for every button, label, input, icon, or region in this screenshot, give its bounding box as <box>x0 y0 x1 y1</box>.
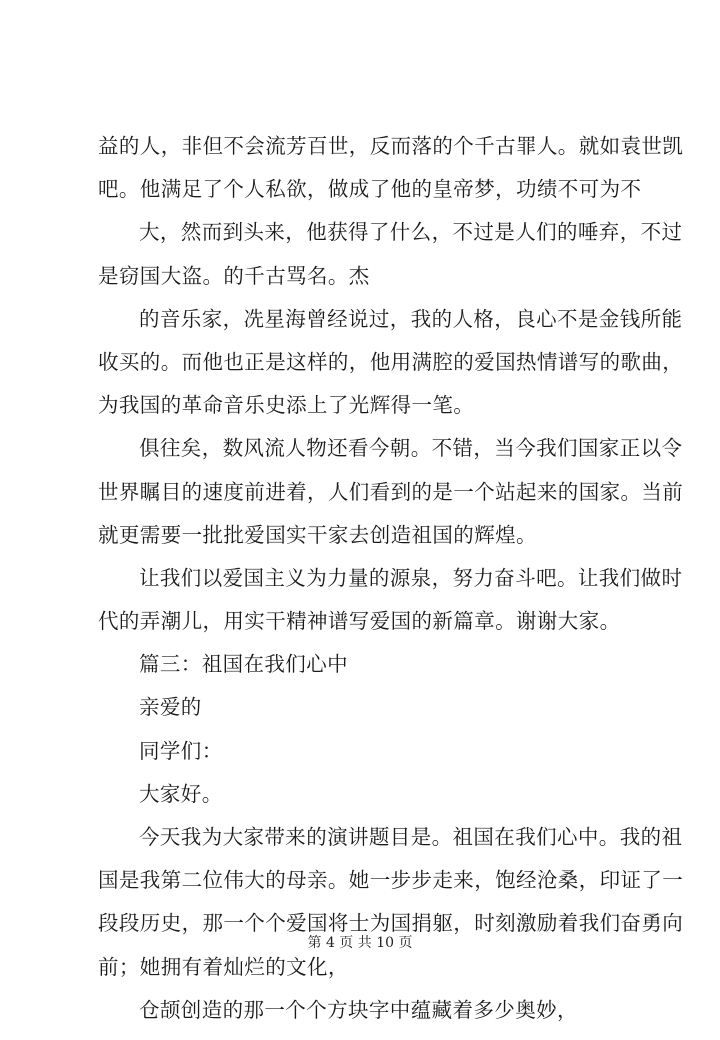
text-line: 让我们以爱国主义为力量的源泉，努力奋斗吧。让我们做时 <box>139 565 683 590</box>
text-line: 大家好。 <box>139 781 223 806</box>
text-line: 国是我第二位伟大的母亲。她一步步走来，饱经沧桑，印证了一 <box>98 868 684 893</box>
text-line: 是窃国大盗。的千古骂名。杰 <box>98 263 370 288</box>
page-number-footer: 第 4 页 共 10 页 <box>307 935 413 951</box>
text-line: 为我国的革命音乐史添上了光辉得一笔。 <box>98 393 475 418</box>
text-line: 益的人，非但不会流芳百世，反而落的个千古罪人。就如袁世凯 <box>98 134 684 158</box>
text-line: 收买的。而他也正是这样的，他用满腔的爱国热情谱写的歌曲， <box>98 349 684 374</box>
text-line: 俱往矣，数风流人物还看今朝。不错，当今我们国家正以令 <box>139 436 683 461</box>
document-body <box>98 133 684 1040</box>
text-line: 大，然而到头来，他获得了什么，不过是人们的唾弃，不过 <box>139 220 683 245</box>
text-line: 前；她拥有着灿烂的文化， <box>98 954 349 979</box>
text-line: 仓颉创造的那一个个方块字中蕴藏着多少奥妙， <box>139 997 578 1022</box>
text-line: 就更需要一批批爱国实干家去创造祖国的辉煌。 <box>98 522 537 547</box>
text-line: 同学们： <box>139 738 223 763</box>
section-heading: 篇三：祖国在我们心中 <box>139 652 348 677</box>
text-line: 的音乐家，冼星海曾经说过，我的人格，良心不是金钱所能 <box>139 306 683 331</box>
text-line: 吧。他满足了个人私欲，做成了他的皇帝梦，功绩不可为不 <box>98 177 642 202</box>
text-line: 代的弄潮儿，用实干精神谱写爱国的新篇章。谢谢大家。 <box>98 609 621 634</box>
text-line: 亲爱的 <box>139 695 202 720</box>
text-line: 世界瞩目的速度前进着，人们看到的是一个站起来的国家。当前 <box>98 479 684 504</box>
text-line: 今天我为大家带来的演讲题目是。祖国在我们心中。我的祖 <box>139 825 683 849</box>
text-line: 段段历史，那一个个爱国将士为国捐躯，时刻激励着我们奋勇向 <box>98 911 684 936</box>
